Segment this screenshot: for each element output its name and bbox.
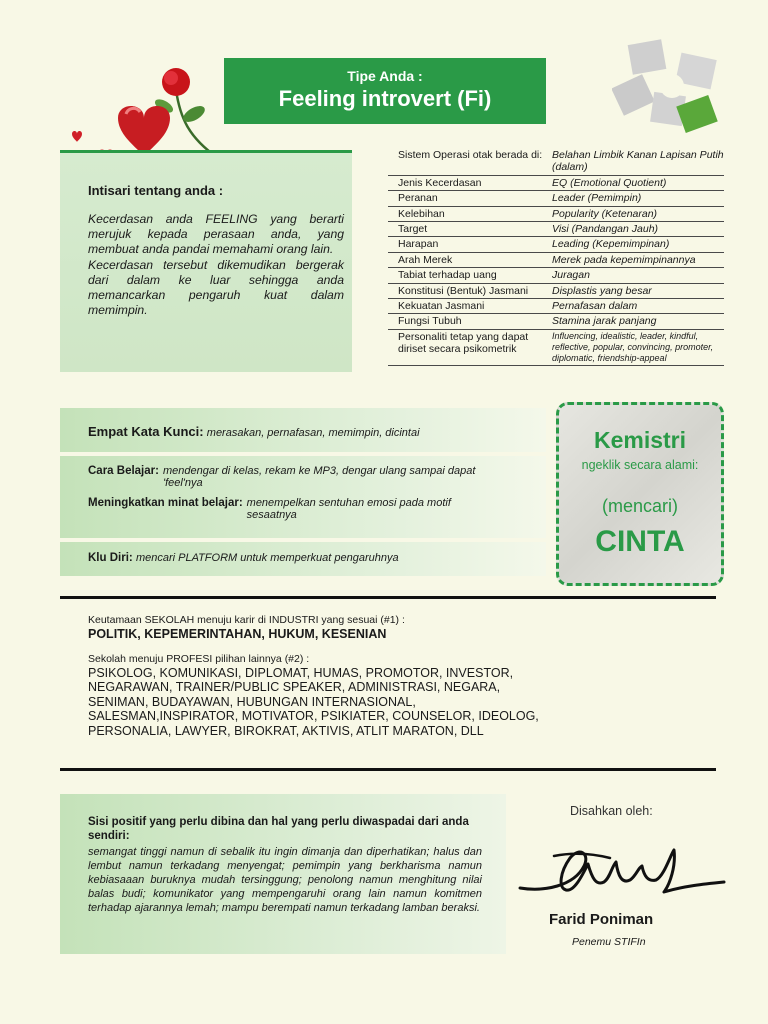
intisari-paragraph-2: Kecerdasan tersebut dikemudikan bergerak dari dalam ke luar sehingga anda memancarkan pengaruh kuat dalam memimpin. [88,257,344,318]
school-industry-label: Keutamaan SEKOLAH menuju karir di INDUSTRI yang sesuai (#1) : [88,614,405,626]
trait-value: Visi (Pandangan Jauh) [552,223,659,236]
school-profession-label: Sekolah menuju PROFESI pilihan lainnya (#2) : [88,653,310,665]
trait-key: Harapan [398,238,439,251]
trait-value: Influencing, idealistic, leader, kindful, reflective, popular, convincing, promoter, diplomatic, friendship-appeal [552,330,714,363]
sisi-positif-panel [60,794,506,954]
klu-diri-label: Klu Diri: [88,552,133,564]
cara-belajar-row [88,465,546,489]
intisari-paragraph-1: Kecerdasan anda FEELING yang berarti merujuk kepada perasaan anda, yang membuat anda pandai memahami orang lain. [88,212,344,257]
trait-key: Konstitusi (Bentuk) Jasmani [398,284,529,297]
kemistri-cinta: CINTA [595,525,685,558]
school-industry-value: POLITIK, KEPEMERINTAHAN, HUKUM, KESENIAN [88,627,387,641]
type-title-box [224,58,546,124]
trait-key: Kekuatan Jasmani [398,300,485,313]
trait-value: Displastis yang besar [552,284,652,297]
trait-key: Target [398,223,428,236]
table-row [388,329,724,365]
trait-key: Peranan [398,192,438,205]
table-row [388,148,724,175]
trait-key: Arah Merek [398,253,453,266]
table-row [388,175,724,190]
cara-belajar-label: Cara Belajar: [88,465,159,477]
klu-diri-band [60,542,546,576]
schools-section [88,614,548,738]
intisari-panel [60,150,352,372]
type-subtitle: Tipe Anda : [347,68,423,84]
trait-value: Leading (Kepemimpinan) [552,238,670,251]
stifin-logo-icon [612,38,732,138]
signer-role: Penemu STIFIn [572,936,646,948]
school-profession-value: PSIKOLOG, KOMUNIKASI, DIPLOMAT, HUMAS, PROMOTOR, INVESTOR, NEGARAWAN, TRAINER/PUBLIC SPEAKER, ADMINISTRASI, NEGARA, SENIMAN, BUDAYAWAN, HUBUNGAN INTERNASIONAL, SALESMAN,INSPIRATOR, MOTIVATOR, PSIKIATER, COUNSELOR, IDEOLOG, PERSONALIA, LAWYER, BIROKRAT, AKTIVIS, ATLIT MARATON, DLL [88,666,539,738]
trait-value: Popularity (Ketenaran) [552,207,658,220]
klu-diri-value: mencari PLATFORM untuk memperkuat pengaruhnya [135,552,399,564]
trait-value: Leader (Pemimpin) [552,192,642,205]
kata-kunci-band [60,408,546,452]
cara-belajar-band [60,456,546,538]
cara-belajar-value: mendengar di kelas, rekam ke MP3, dengar ulang sampai dapat 'feel'nya [162,465,476,489]
divider-bottom [60,768,716,771]
kemistri-subtitle: ngeklik secara alami: [581,458,699,472]
table-row [388,222,724,237]
signature-icon [514,836,728,900]
table-row [388,206,724,221]
table-row [388,268,724,283]
trait-key: Tabiat terhadap uang [398,269,497,282]
minat-belajar-row [88,497,546,521]
trait-value: Pernafasan dalam [552,300,638,313]
trait-key: Jenis Kecerdasan [398,176,482,189]
table-row [388,237,724,252]
intisari-heading: Intisari tentang anda : [88,183,224,198]
trait-value: Stamina jarak panjang [552,315,657,328]
signer-name: Farid Poniman [549,911,654,928]
trait-value: Merek pada kepemimpinannya [552,253,696,266]
kemistri-title: Kemistri [593,427,687,453]
trait-value: EQ (Emotional Quotient) [552,176,667,189]
disahkan-label: Disahkan oleh: [570,804,653,818]
sisi-positif-text: semangat tinggi namun di sebalik itu ingin dimanja dan diperhatikan; halus dan lembut namun terkadang menyengat; pemimpin yang berkharisma namun kebiasaaan buruknya mudah tersinggung; penolong namun menghitung nilai balas budi; komunikator yang mempengaruhi orang lain namun komitmen terhadap ajarannya lemah; mampu berempati namun terkadang lamban beraksi. [88,846,482,914]
trait-key: Personaliti tetap yang dapat diriset secara psikometrik [398,330,529,356]
traits-table [388,148,724,366]
table-row [388,314,724,329]
table-row [388,283,724,298]
trait-key: Kelebihan [398,207,445,220]
trait-value: Belahan Limbik Kanan Lapisan Putih (dalam) [552,149,724,174]
trait-value: Juragan [552,269,590,282]
sisi-positif-heading: Sisi positif yang perlu dibina dan hal yang perlu diwaspadai dari anda sendiri: [88,816,469,842]
kata-kunci-value: merasakan, pernafasan, memimpin, dicintai [206,427,420,439]
table-row [388,252,724,267]
kemistri-badge [556,402,724,586]
minat-belajar-value: menempelkan sentuhan emosi pada motif sesaatnya [246,497,451,521]
trait-key: Sistem Operasi otak berada di: [398,149,543,161]
type-title: Feeling introvert (Fi) [278,86,492,111]
trait-key: Fungsi Tubuh [398,315,462,328]
minat-belajar-label: Meningkatkan minat belajar: [88,497,243,509]
table-row [388,299,724,314]
divider-top [60,596,716,599]
table-row [388,191,724,206]
kemistri-mencari: (mencari) [601,496,678,516]
kata-kunci-label: Empat Kata Kunci: [88,424,204,439]
